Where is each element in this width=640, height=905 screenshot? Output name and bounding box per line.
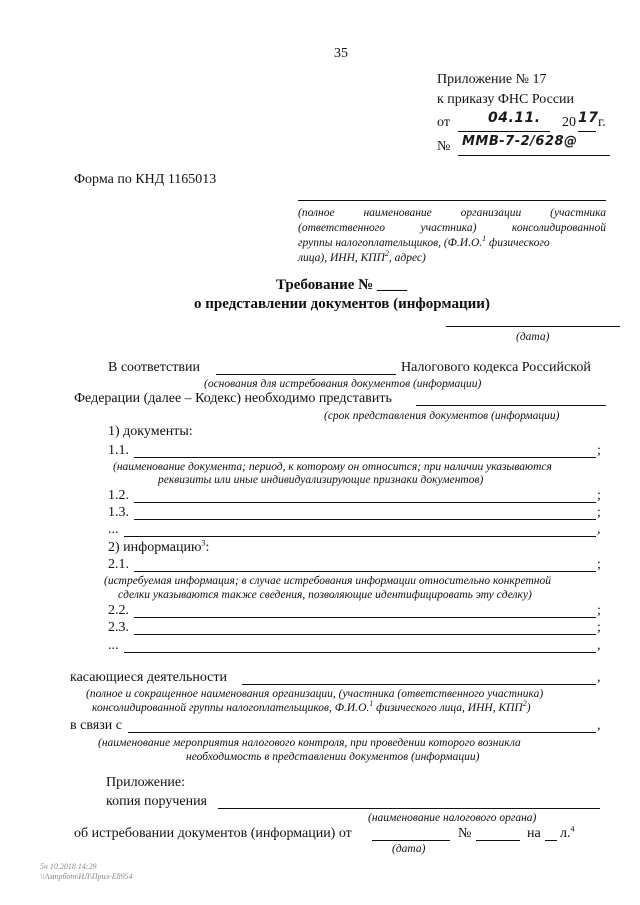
date-prefix: от [437, 115, 450, 130]
concerning-caption-1: (полное и сокращенное наименования организации, (участника (ответственного участника) [86, 688, 544, 700]
about-number-label: № [458, 826, 472, 841]
year-prefix: 20 [562, 115, 576, 130]
addressee-caption-2: (ответственного участника) консолидированной [298, 222, 606, 234]
due-caption-1: (наименование мероприятия налогового контроля, при проведении которого возникла [98, 737, 521, 749]
item-2-2-end: ; [597, 603, 601, 618]
order-date-handwritten: 04.11. [488, 110, 541, 126]
due-to-line [128, 732, 596, 733]
year-line [578, 131, 596, 132]
item-1-3-label: 1.3. [108, 505, 129, 520]
attachment-label: Приложение: [106, 775, 186, 790]
item-1-2-end: ; [597, 488, 601, 503]
authority-caption: (наименование налогового органа) [368, 812, 537, 824]
deadline-line [416, 405, 606, 406]
documents-caption-2: реквизиты или иные индивидуализирующие признаки документов) [158, 474, 484, 486]
number-line [458, 155, 610, 156]
basis-caption: (основания для истребования документов (информации) [204, 378, 482, 390]
deadline-caption: (срок представления документов (информации) [324, 410, 560, 422]
about-date-line [372, 840, 450, 841]
item-2-2-line [134, 617, 596, 618]
item-1-2-label: 1.2. [108, 488, 129, 503]
item-2-1-label: 2.1. [108, 557, 129, 572]
item-1-1-end: ; [597, 443, 601, 458]
concerning-line [242, 684, 596, 685]
year-suffix: г. [598, 115, 606, 130]
form-code: Форма по КНД 1165013 [74, 172, 217, 187]
item-2-3-label: 2.3. [108, 620, 129, 635]
information-ellipsis-line [124, 652, 596, 653]
authority-line [218, 808, 600, 809]
due-to-end: , [597, 718, 601, 733]
about-prefix: об истребовании документов (информации) от [74, 826, 352, 841]
information-caption-1: (истребуемая информация; в случае истребования информации относительно конкретной [104, 575, 551, 587]
concerning-caption-2: консолидированной группы налогоплательщиков, Ф.И.О.$^1$ физического лица, ИНН, КПП$^2$) [92, 699, 531, 714]
addressee-caption-1: (полное наименование организации (участника [298, 207, 606, 219]
basis-suffix: Налогового кодекса Российской [401, 360, 591, 375]
deadline-prefix: Федерации (далее – Кодекс) необходимо представить [74, 391, 392, 406]
documents-ellipsis-line [124, 536, 596, 537]
appendix-label: Приложение № 17 [437, 72, 547, 87]
item-2-3-line [134, 634, 596, 635]
item-2-1-line [134, 571, 596, 572]
number-prefix: № [437, 139, 451, 154]
addressee-line [298, 200, 606, 201]
item-2-1-end: ; [597, 557, 601, 572]
documents-heading: 1) документы: [108, 424, 193, 439]
order-number-handwritten: ММВ-7-2/628@ [462, 134, 578, 149]
basis-prefix: В соответствии [108, 360, 200, 375]
print-stamp-1: 5ч 10.2018 14:29 [40, 862, 97, 871]
about-sheets-label: л.$^4$ [560, 824, 575, 841]
item-2-2-label: 2.2. [108, 603, 129, 618]
information-ellipsis: ... [108, 638, 119, 653]
addressee-caption-3: группы налогоплательщиков, (Ф.И.О.$^1$ физического [298, 234, 550, 249]
information-ellipsis-end: , [597, 638, 601, 653]
print-stamp-2: \\Ампрбот\ИЛ\Прил-Е8954 [40, 872, 133, 881]
about-date-caption: (дата) [392, 843, 426, 855]
item-1-1-label: 1.1. [108, 443, 129, 458]
documents-caption-1: (наименование документа; период, к которому он относится; при наличии указываются [113, 461, 552, 473]
copy-order-label: копия поручения [106, 794, 208, 809]
item-1-2-line [134, 502, 596, 503]
addressee-caption-4: лица), ИНН, КПП$^2$, адрес) [298, 249, 426, 264]
information-caption-2: сделки указываются также сведения, позволяющие идентифицировать эту сделку) [118, 589, 532, 601]
order-year-handwritten: 17 [578, 110, 599, 126]
requirement-title: Требование № ____ [276, 277, 407, 293]
order-label: к приказу ФНС России [437, 92, 575, 107]
about-on-label: на [527, 826, 541, 841]
concerning-prefix: касающиеся деятельности [70, 670, 227, 685]
date-caption: (дата) [516, 331, 550, 343]
page-number: 35 [334, 46, 348, 61]
due-caption-2: необходимость в представлении документов (информации) [186, 751, 480, 763]
item-1-3-line [134, 519, 596, 520]
item-2-3-end: ; [597, 620, 601, 635]
information-heading: 2) информацию$^3$: [108, 538, 210, 555]
date-line [458, 131, 550, 132]
item-1-3-end: ; [597, 505, 601, 520]
documents-ellipsis: ... [108, 522, 119, 537]
due-to-prefix: в связи с [70, 718, 122, 733]
item-1-1-line [134, 457, 596, 458]
about-sheets-line [545, 840, 557, 841]
requirement-subtitle: о представлении документов (информации) [194, 296, 490, 312]
about-number-line [476, 840, 520, 841]
concerning-end: , [597, 670, 601, 685]
date-field-line [446, 326, 620, 327]
documents-ellipsis-end: , [597, 522, 601, 537]
basis-line [216, 374, 396, 375]
